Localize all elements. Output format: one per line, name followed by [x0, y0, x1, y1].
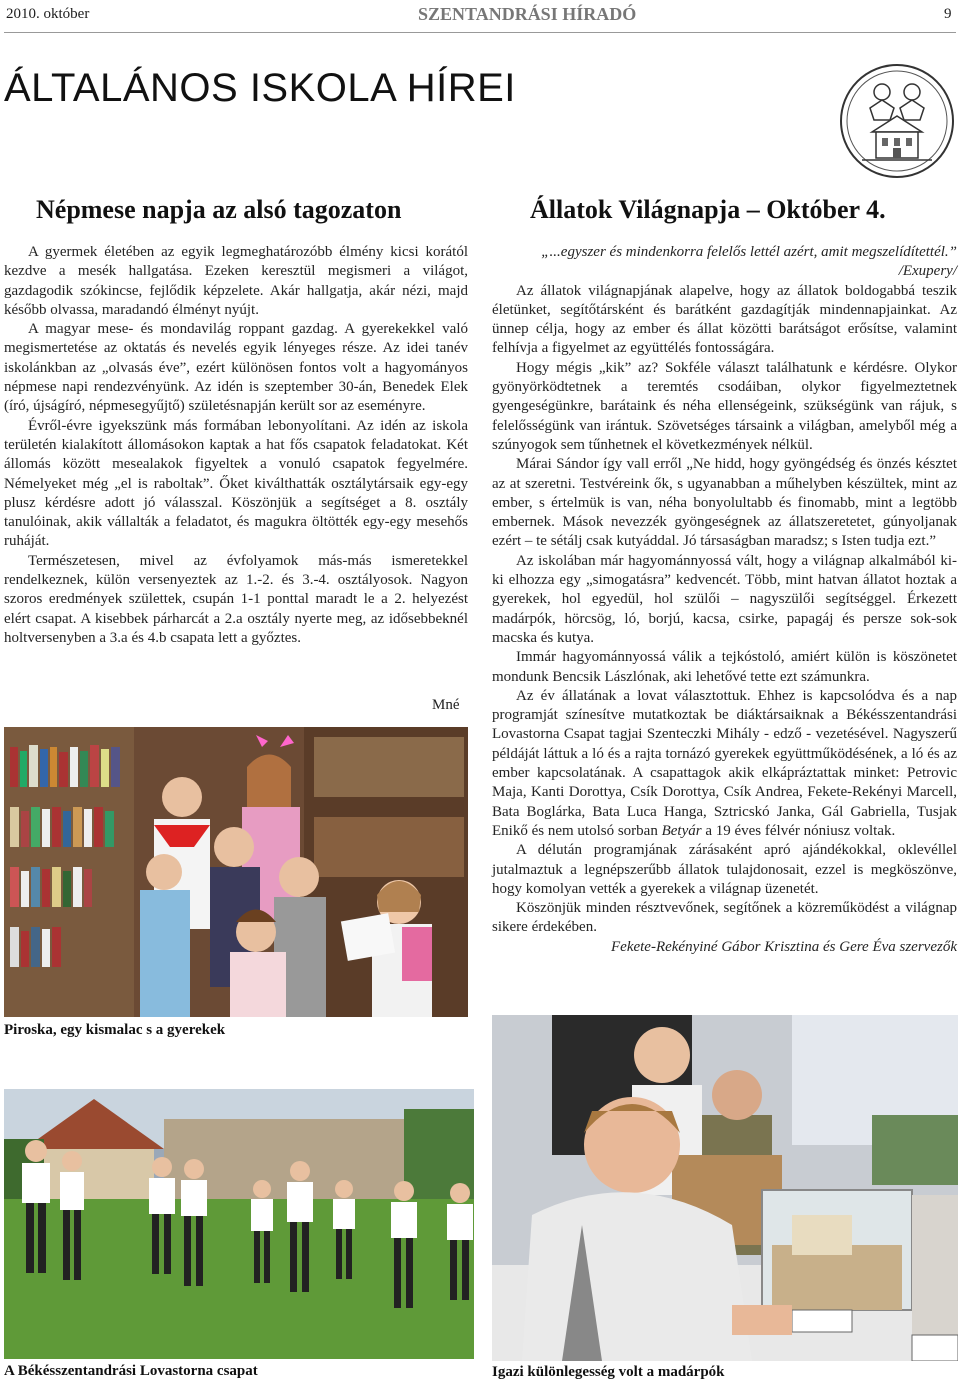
paragraph: Az iskolában már hagyománnyossá vált, hogy a világnap alkalmából ki-ki elhozza egy „simogatásra” kedvencét. Több, mint hatvan állatot hoztak a gyerekek, hol egyedül, hol szülői – nagyszülői segítséggel. Érkezett madárpók, hörcsög, ló, borjú, kacsa, csirke, papagáj és persze sok-sok macska és kutya.: [492, 552, 957, 646]
paragraph: A magyar mese- és mondavilág roppant gazdag. A gyerekekkel való megismertetése az oktatás és nevelés egyik lényeges része. Az idei tanév iskolánkban az „olvasás éve”, ezért különösen fontos volt a hagyományos népmese napi rendezvényünk. Az idén is szeptember 30-án, Benedek Elek (író, újságíró, népmesegyűjtő) születésnapján került sor az eseményre.: [4, 321, 468, 415]
paragraph: Márai Sándor így vall erről „Ne hidd, hogy gyöngédség és önzés késztet az at szeretni. Testvéreink ők, s ugyanabban a műhelyben készültek, mint az ember, s értelmük is van, néha bonyolultabb és finomabb, mint a legtöbb embernek. Mások nevezzék gyöngeségnek az állatszeretetet, gúnyoljanak ezért – te sétálj csak kutyáddal. Jó társaságban maradsz; s Isten tudja ezt.”: [492, 456, 957, 550]
caption-photo2: A Békésszentandrási Lovastorna csapat: [4, 1363, 258, 1379]
paragraph: [492, 687, 957, 841]
paragraph: Évről-évre igyekszünk más formában lebonyolítani. Az idén az iskola területén kialakított állomásokon kaptak a hat fős csapatok feladatokat. Két állomás között mesealakok figyeltek a vonuló csapatok fegyelmére. Némelyeket még „el is raboltak”. Őket kiválthatták osztálytársaik egy-egy plusz kérdésre adott jó válasszal. Köszönjük a segítséget a 8. osztály tanulóinak, akik vállalták a feladatot, és magukra öltötték egy-egy mesehős ruháját.: [4, 417, 468, 550]
photo-children-library: [4, 727, 468, 1017]
paragraph: Köszönjük minden résztvevőnek, segítőnek a közreműködést a világnap sikere érdekében.: [492, 900, 957, 936]
caption-photo1: Piroska, egy kismalac s a gyerekek: [4, 1022, 226, 1038]
school-logo: [838, 62, 956, 180]
masthead: SZENTANDRÁSI HÍRADÓ: [418, 4, 637, 24]
article-heading-animals-day: Állatok Világnapja – Október 4.: [530, 195, 886, 224]
folktale-article-body: [4, 243, 468, 648]
paragraph: Természetesen, mivel az évfolyamok más-más ismeretekkel rendelkeznek, külön versenyeztek az 1.-2. és 3.-4. osztályosok. Nagyon szoros eredmények születtek, csupán 1-1 ponttal maradt le a 2. helyezést elért csapat. A kisebbek párharcát a 2.a osztály nyerte meg, az idősebbeknél holtversenyben a 3.a és 4.b csapata lett a győztes.: [4, 552, 468, 646]
header-divider: [4, 32, 956, 33]
quote-author: /Exupery/: [898, 263, 957, 280]
photo-vaulting-team: [4, 1089, 474, 1359]
paragraph: Immár hagyománnyossá válik a tejkóstoló, amiért külön is köszönetet mondunk Bencsik Lászlónak, aki lehetővé tette ezt számunkra.: [492, 649, 957, 685]
paragraph-text: Az év állatának a lovat választottuk. Ehhez is kapcsolódva és a nap programját színesítve mutatkoztak be diáktársaiknak a Békésszentandrási Lovastorna Csapat tagjai Szenteczki Mihály - edző - vezetésével. Nagyszerű példáját láttuk a ló és a rajta tornázó gyerekek együttműködésének, a ló és az ember kapcsolatának. A csapattagok akik elkápráztattak minket: Petrovic Maja, Kanti Dorottya, Csík Dorottya, Csík Andrea, Fekete-Rekényi Marcell, Bata Boglárka, Bata Luca Hanga, Sztricskó Janka, Gál Gabriella, Tusjak Enikő és nem utolsó sorban: [492, 687, 957, 839]
article-heading-folktale: Népmese napja az alsó tagozaton: [36, 195, 402, 224]
paragraph-text: a 19 éves félvér nóniusz voltak.: [701, 822, 896, 839]
animals-day-article-body: [492, 243, 957, 957]
page-number: 9: [944, 6, 952, 22]
paragraph: Hogy mégis „kik” az? Sokféle választ találhatunk e kérdésre. Olykor gyönyörködtetnek a teremtés csodáiban, olykor figyelmeztetnek gyengeségünkre, barátaink és néha ellenségeink, szükségünk van rájuk, s felelősségünk van irántuk. Szövetséges társaink a világban, amelyből még a szúnyogok sem tűnhetnek el következmények nélkül.: [492, 359, 957, 453]
caption-photo3: Igazi különlegesség volt a madárpók: [492, 1364, 725, 1380]
issue-date: 2010. október: [6, 6, 90, 22]
paragraph: A gyermek életében az egyik legmeghatározóbb élmény kicsi korától kezdve a mesék hallgatása. Ezeken keresztül megismeri a világot, gazdagodik szókincse, fejlődik képzelete. Akár hallgatja, akár nézi, majd később olvassa, maradandó élményt nyújt.: [4, 244, 468, 318]
paragraph: A délután programjának zárásaként apró ajándékokkal, oklevéllel jutalmaztuk a legnépszerűbb állatok tulajdonosait, ezzel is megköszönve, hogy komolyan vették a gyerekek a világnap üzenetét.: [492, 842, 957, 897]
paragraph: Az állatok világnapjának alapelve, hogy az állatok boldogabbá teszik életünket, segítőtársként és barátként gazdagítják mindennapjainkat. Az ünnep célja, hogy az ember és állat közötti barátságot erősítse, valamint felhívja a figyelmet az együttélés fontosságára.: [492, 282, 957, 357]
horse-name: Betyár: [661, 822, 702, 839]
folktale-signature: Mné: [432, 697, 460, 713]
photo-spider-exhibit: [492, 1015, 958, 1361]
animals-day-signature: Fekete-Rekényiné Gábor Krisztina és Gere Éva szervezők: [611, 938, 957, 955]
quote: „...egyszer és mindenkorra felelős lettél azért, amit megszelídítettél.”: [541, 244, 957, 260]
page-title: ÁLTALÁNOS ISKOLA HÍREI: [4, 66, 516, 110]
